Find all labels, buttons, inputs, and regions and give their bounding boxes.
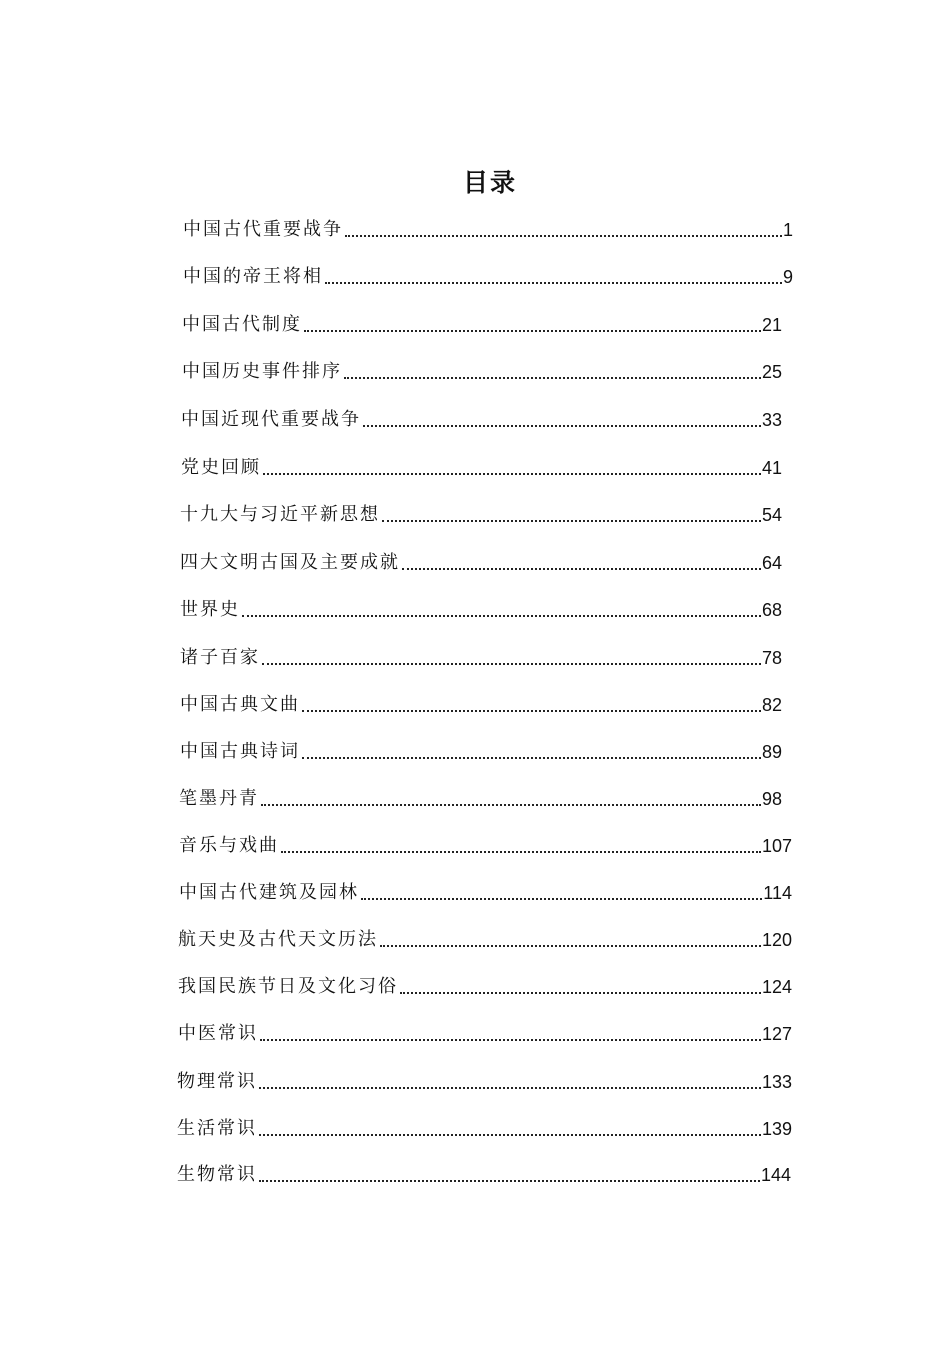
toc-entry[interactable] bbox=[177, 1116, 792, 1142]
toc-entry-page: 133 bbox=[761, 1072, 792, 1092]
toc-entry-page: 120 bbox=[761, 930, 792, 950]
dot-leader bbox=[345, 235, 782, 237]
toc-entry[interactable] bbox=[178, 974, 792, 1000]
toc-entry-title: 中国古代制度 bbox=[182, 314, 302, 335]
toc-entry[interactable] bbox=[182, 359, 782, 385]
toc-entry-title: 党史回顾 bbox=[181, 457, 261, 478]
toc-entry-title: 中国古典文曲 bbox=[180, 694, 300, 715]
toc-entry-title: 我国民族节日及文化习俗 bbox=[178, 976, 398, 997]
dot-leader bbox=[302, 710, 761, 712]
toc-entry-page: 25 bbox=[761, 362, 782, 382]
dot-leader bbox=[361, 898, 762, 900]
toc-entry-title: 中国古代建筑及园林 bbox=[179, 882, 359, 903]
toc-entry[interactable] bbox=[180, 597, 782, 623]
toc-entry[interactable] bbox=[179, 880, 792, 906]
toc-entry[interactable] bbox=[182, 312, 782, 338]
toc-entry-title: 诸子百家 bbox=[180, 647, 260, 668]
toc-entry[interactable] bbox=[177, 1069, 792, 1095]
toc-entry-title: 中国古代重要战争 bbox=[183, 219, 343, 240]
toc-entry[interactable] bbox=[178, 927, 792, 953]
toc-entry[interactable] bbox=[178, 1021, 792, 1047]
toc-entry-page: 1 bbox=[782, 220, 793, 240]
toc-entry-title: 笔墨丹青 bbox=[179, 788, 259, 809]
toc-entry[interactable] bbox=[179, 833, 792, 859]
toc-entry-title: 十九大与习近平新思想 bbox=[180, 504, 380, 525]
toc-entry-page: 124 bbox=[761, 977, 792, 997]
toc-entry-page: 78 bbox=[761, 648, 782, 668]
dot-leader bbox=[259, 1134, 761, 1136]
toc-entry-title: 音乐与戏曲 bbox=[179, 835, 279, 856]
toc-entry-title: 世界史 bbox=[180, 599, 240, 620]
toc-entry[interactable] bbox=[180, 550, 782, 576]
dot-leader bbox=[344, 377, 761, 379]
toc-entry-page: 64 bbox=[761, 553, 782, 573]
toc-entry-page: 107 bbox=[761, 836, 792, 856]
toc-entry-title: 生物常识 bbox=[177, 1164, 257, 1185]
dot-leader bbox=[260, 1039, 761, 1041]
dot-leader bbox=[259, 1087, 761, 1089]
toc-entry[interactable] bbox=[177, 1162, 791, 1188]
toc-entry[interactable] bbox=[180, 502, 782, 528]
dot-leader bbox=[380, 945, 761, 947]
dot-leader bbox=[263, 473, 761, 475]
toc-entry[interactable] bbox=[183, 264, 793, 290]
dot-leader bbox=[402, 568, 761, 570]
dot-leader bbox=[259, 1180, 760, 1182]
dot-leader bbox=[382, 520, 761, 522]
toc-entry[interactable] bbox=[181, 455, 782, 481]
dot-leader bbox=[302, 757, 761, 759]
dot-leader bbox=[242, 615, 761, 617]
toc-entry-page: 54 bbox=[761, 505, 782, 525]
toc-entry[interactable] bbox=[181, 407, 782, 433]
toc-entry-page: 127 bbox=[761, 1024, 792, 1044]
toc-entry-title: 物理常识 bbox=[177, 1071, 257, 1092]
toc-entry[interactable] bbox=[180, 739, 782, 765]
toc-entry-title: 航天史及古代天文历法 bbox=[178, 929, 378, 950]
toc-entry-title: 生活常识 bbox=[177, 1118, 257, 1139]
toc-entry-title: 中医常识 bbox=[178, 1023, 258, 1044]
toc-entry-page: 21 bbox=[761, 315, 782, 335]
toc-entry-page: 9 bbox=[782, 267, 793, 287]
toc-entry-page: 41 bbox=[761, 458, 782, 478]
toc-entry-page: 139 bbox=[761, 1119, 792, 1139]
dot-leader bbox=[325, 282, 782, 284]
toc-entry[interactable] bbox=[179, 786, 782, 812]
toc-entry-title: 中国古典诗词 bbox=[180, 741, 300, 762]
toc-entry[interactable] bbox=[180, 645, 782, 671]
page-title: 目录 bbox=[462, 168, 517, 197]
dot-leader bbox=[262, 663, 761, 665]
toc-entry-page: 33 bbox=[761, 410, 782, 430]
toc-entry[interactable] bbox=[180, 692, 782, 718]
dot-leader bbox=[261, 804, 761, 806]
dot-leader bbox=[281, 851, 761, 853]
toc-entry-page: 98 bbox=[761, 789, 782, 809]
toc-entry[interactable] bbox=[183, 217, 793, 243]
toc-entry-title: 中国近现代重要战争 bbox=[181, 409, 361, 430]
toc-entry-page: 68 bbox=[761, 600, 782, 620]
toc-entry-page: 89 bbox=[761, 742, 782, 762]
dot-leader bbox=[304, 330, 761, 332]
toc-entry-page: 82 bbox=[761, 695, 782, 715]
toc-entry-title: 中国的帝王将相 bbox=[183, 266, 323, 287]
toc-entry-page: 114 bbox=[763, 883, 792, 903]
dot-leader bbox=[400, 992, 761, 994]
toc-entry-page: 144 bbox=[760, 1165, 791, 1185]
toc-entry-title: 中国历史事件排序 bbox=[182, 361, 342, 382]
dot-leader bbox=[363, 425, 761, 427]
toc-entry-title: 四大文明古国及主要成就 bbox=[180, 552, 400, 573]
